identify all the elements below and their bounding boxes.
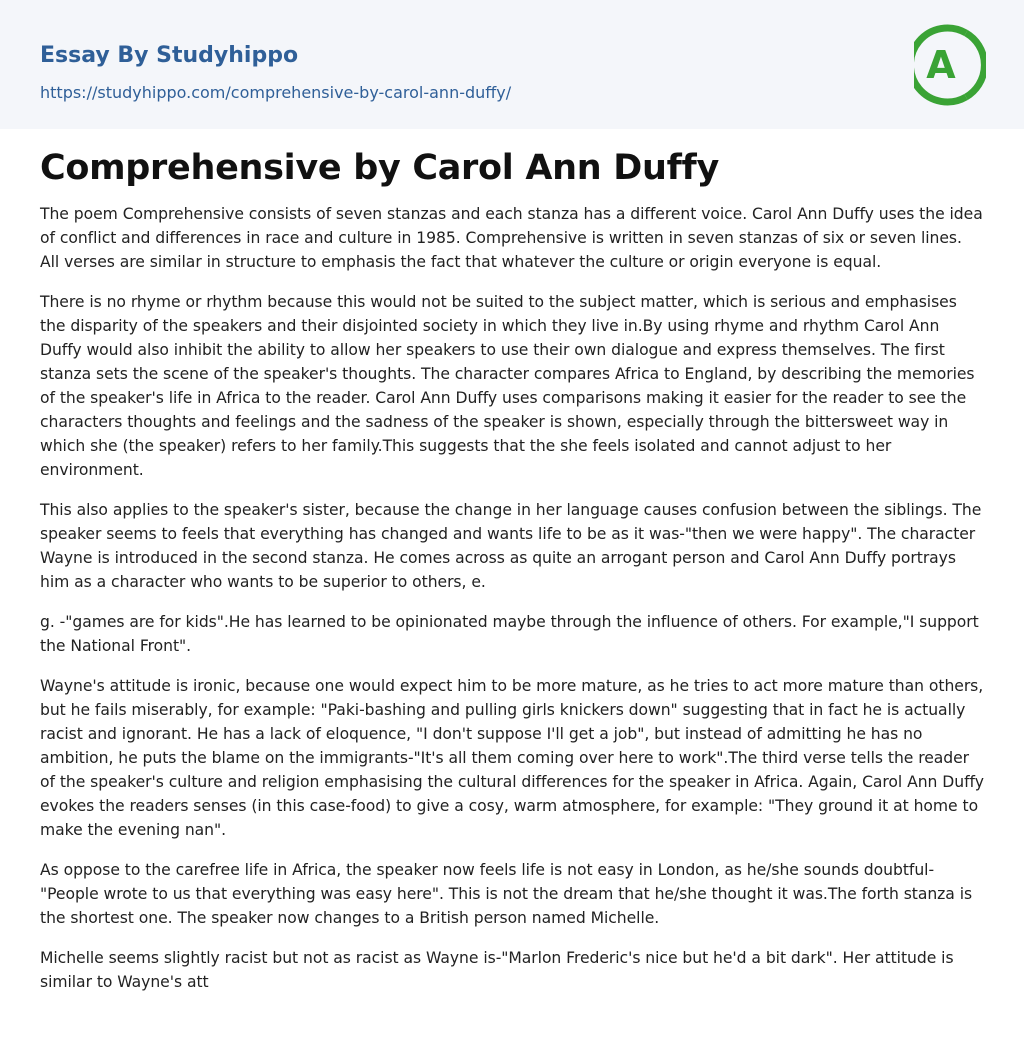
logo-letter: A: [926, 43, 956, 87]
essay-paragraph: Wayne's attitude is ironic, because one would expect him to be more mature, as he tries to act more mature than others, but he fails miserably, for example: "Paki-bashing and pulling girls knickers down" suggesting that in fact he is actually racist and ignorant. He has a lack of eloquence, "I don't suppose I'll get a job", but instead of admitting he has no ambition, he puts the blame on the immigrants-"It's all them coming over here to work".The third verse tells the reader of the speaker's culture and religion emphasising the cultural differences for the speaker in Africa. Again, Carol Ann Duffy evokes the readers senses (in this case-food) to give a cosy, warm atmosphere, for example: "They ground it at home to make the evening nan".: [40, 677, 984, 839]
page-title: Comprehensive by Carol Ann Duffy: [40, 148, 719, 188]
article: [0, 147, 1024, 994]
logo-icon: [914, 18, 986, 108]
essay-paragraph: This also applies to the speaker's sister, because the change in her language causes confusion between the siblings. The speaker seems to feels that everything has changed and wants life to be as it was-"then we were happy". The character Wayne is introduced in the second stanza. He comes across as quite an arrogant person and Carol Ann Duffy portrays him as a character who wants to be superior to others, e.: [40, 501, 982, 591]
site-title[interactable]: Essay By Studyhippo: [40, 43, 299, 68]
studyhippo-logo[interactable]: [914, 18, 986, 108]
essay-body: [40, 202, 984, 994]
essay-paragraph: The poem Comprehensive consists of seven stanzas and each stanza has a different voice. Carol Ann Duffy uses the idea of conflict and differences in race and culture in 1985. Comprehensive is written in seven stanzas of six or seven lines. All verses are similar in structure to emphasis the fact that whatever the culture or origin everyone is equal.: [40, 205, 983, 271]
essay-paragraph: There is no rhyme or rhythm because this would not be suited to the subject matter, which is serious and emphasises the disparity of the speakers and their disjointed society in which they live in.By using rhyme and rhythm Carol Ann Duffy would also inhibit the ability to allow her speakers to use their own dialogue and express themselves. The first stanza sets the scene of the speaker's thoughts. The character compares Africa to England, by describing the memories of the speaker's life in Africa to the reader. Carol Ann Duffy uses comparisons making it easier for the reader to see the characters thoughts and feelings and the sadness of the speaker is shown, especially through the bittersweet way in which she (the speaker) refers to her family.This suggests that the she feels isolated and cannot adjust to her environment.: [40, 293, 975, 479]
essay-paragraph: g. -"games are for kids".He has learned to be opinionated maybe through the influence of others. For example,"I support the National Front".: [40, 613, 979, 655]
essay-url-link[interactable]: https://studyhippo.com/comprehensive-by-carol-ann-duffy/: [40, 83, 512, 102]
essay-paragraph: As oppose to the carefree life in Africa, the speaker now feels life is not easy in London, as he/she sounds doubtful- "People wrote to us that everything was easy here". This is not the dream that he/she thought it was.The forth stanza is the shortest one. The speaker now changes to a British person named Michelle.: [40, 861, 973, 927]
site-header: [0, 0, 1024, 129]
essay-paragraph: Michelle seems slightly racist but not as racist as Wayne is-"Marlon Frederic's nice but he'd a bit dark". Her attitude is similar to Wayne's att: [40, 949, 954, 991]
